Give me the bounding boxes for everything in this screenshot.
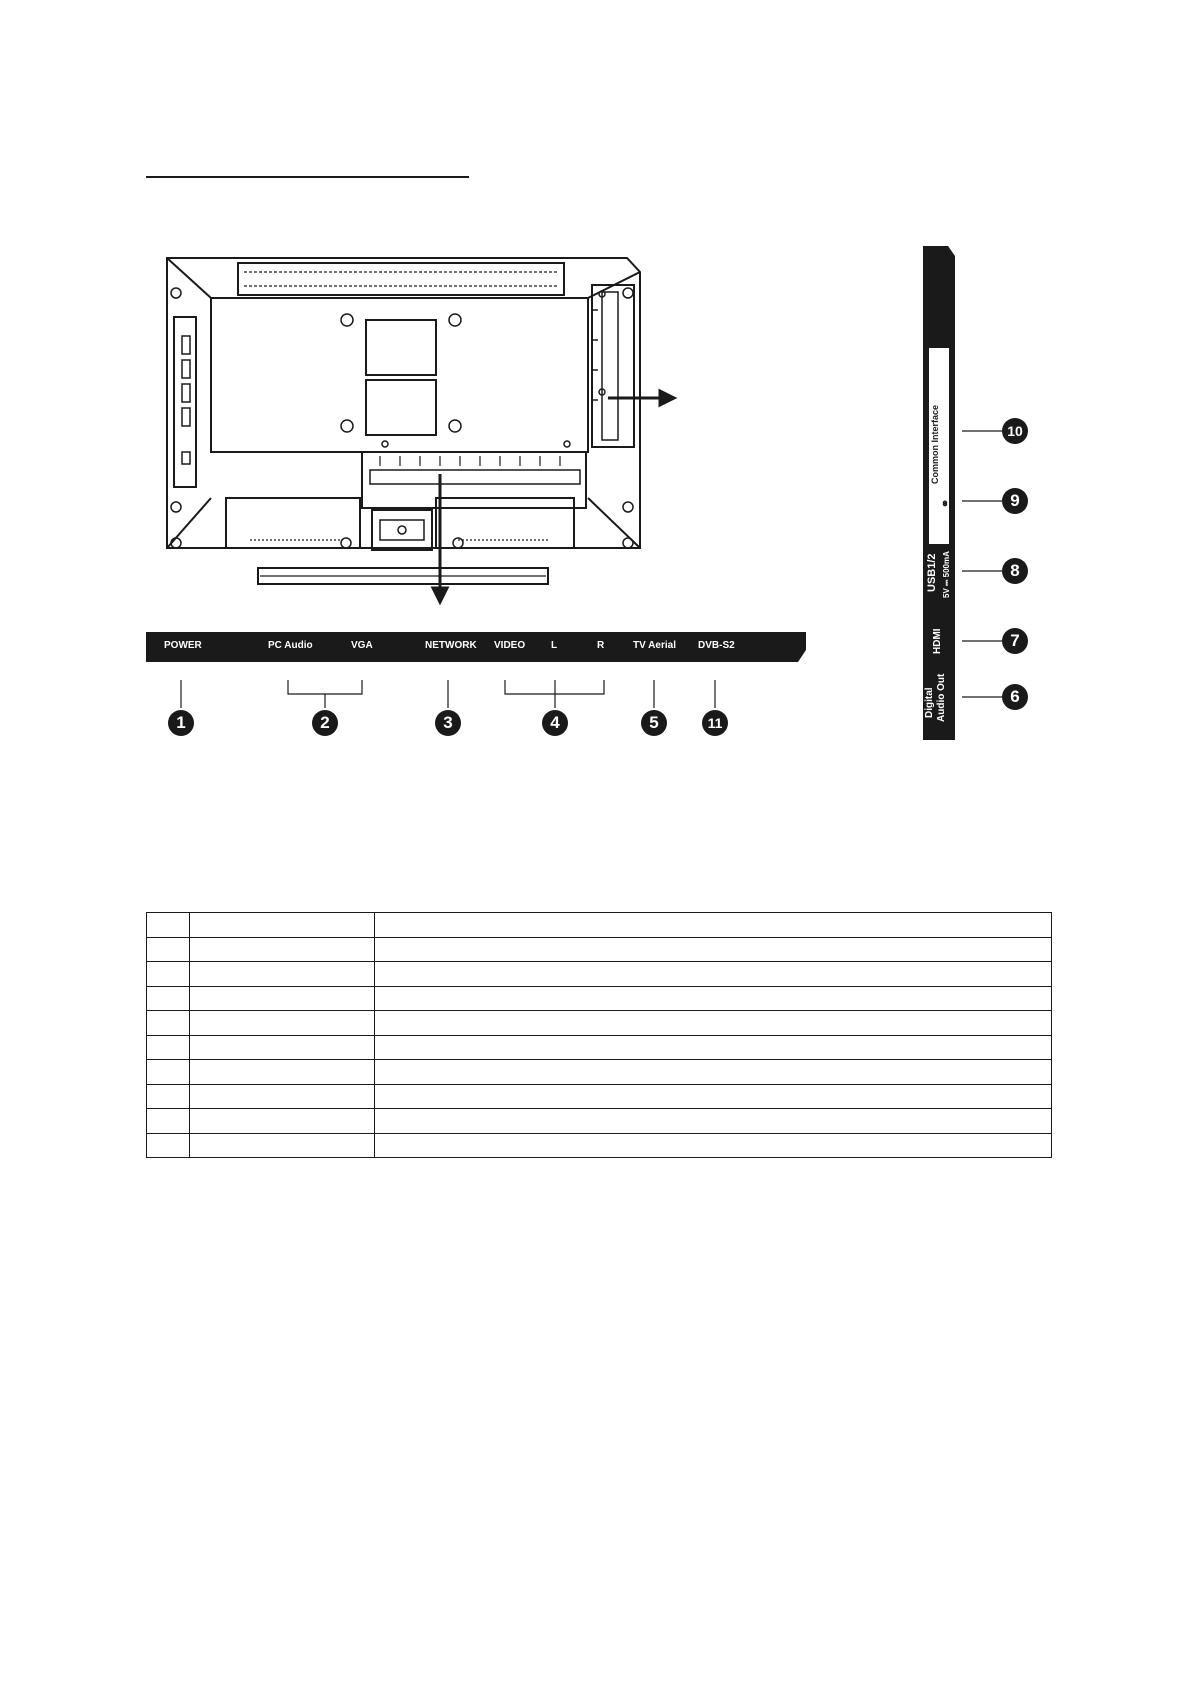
- callout-7: 7: [1002, 628, 1028, 654]
- table-cell: [375, 1133, 1052, 1158]
- connection-table: [146, 912, 1052, 1158]
- label-video: VIDEO: [494, 640, 526, 651]
- top-vent: [238, 263, 564, 295]
- label-hdmi: HDMI: [932, 628, 943, 654]
- label-power: POWER: [164, 640, 202, 651]
- callout-3: 3: [435, 710, 461, 736]
- table-cell: [147, 1060, 190, 1085]
- label-usb: USB1/2: [926, 553, 938, 592]
- table-row: [147, 913, 1052, 938]
- table-cell: [375, 1084, 1052, 1109]
- table-row: [147, 1011, 1052, 1036]
- table-row: [147, 1084, 1052, 1109]
- right-port-column: [592, 285, 634, 447]
- tv-rear-diagram: [0, 0, 1191, 800]
- label-dvb-s2: DVB-S2: [698, 640, 735, 651]
- table-cell: [190, 986, 375, 1011]
- callout-10: 10: [1002, 418, 1028, 444]
- bottom-connector-bay: [362, 452, 586, 508]
- table-cell: [147, 1035, 190, 1060]
- table-cell: [190, 1011, 375, 1036]
- table-cell: [190, 1109, 375, 1134]
- table-cell: [375, 1035, 1052, 1060]
- table-cell: [147, 1084, 190, 1109]
- label-digital: Digital: [924, 687, 935, 718]
- table-cell: [147, 1133, 190, 1158]
- table-cell: [375, 1011, 1052, 1036]
- connection-table-body: [147, 913, 1052, 1158]
- table-row: [147, 986, 1052, 1011]
- callout-5: 5: [641, 710, 667, 736]
- table-cell: [190, 1133, 375, 1158]
- table-cell: [147, 1011, 190, 1036]
- table-cell: [375, 1060, 1052, 1085]
- callout-2: 2: [312, 710, 338, 736]
- label-tv-aerial: TV Aerial: [633, 640, 676, 651]
- table-row: [147, 937, 1052, 962]
- callout-9: 9: [1002, 488, 1028, 514]
- label-vga: VGA: [351, 640, 373, 651]
- table-cell: [147, 986, 190, 1011]
- tv-rear-drawing: [0, 0, 1191, 800]
- vesa-plate-upper: [366, 320, 436, 375]
- callout-6: 6: [1002, 684, 1028, 710]
- table-cell: [375, 962, 1052, 987]
- table-cell: [147, 962, 190, 987]
- vesa-plate-lower: [366, 380, 436, 435]
- table-row: [147, 1133, 1052, 1158]
- table-row: [147, 1060, 1052, 1085]
- tv-back-shell: [167, 258, 640, 548]
- label-network: NETWORK: [425, 640, 477, 651]
- callout-1: 1: [168, 710, 194, 736]
- table-cell: [190, 937, 375, 962]
- table-cell: [375, 913, 1052, 938]
- label-audio-right: R: [597, 640, 605, 651]
- label-pc-audio: PC Audio: [268, 640, 313, 651]
- table-row: [147, 1035, 1052, 1060]
- table-cell: [147, 913, 190, 938]
- table-cell: [190, 913, 375, 938]
- table-cell: [375, 1109, 1052, 1134]
- table-cell: [190, 962, 375, 987]
- callout-11: 11: [702, 710, 728, 736]
- table-cell: [190, 1060, 375, 1085]
- stand-neck: [372, 510, 432, 550]
- table-cell: [147, 1109, 190, 1134]
- callout-4: 4: [542, 710, 568, 736]
- label-usb-power: 5V ⎓ 500mA: [942, 551, 951, 598]
- table-cell: [375, 937, 1052, 962]
- headphone-icon: ⚭: [940, 498, 952, 508]
- callout-8: 8: [1002, 558, 1028, 584]
- table-row: [147, 962, 1052, 987]
- table-cell: [190, 1084, 375, 1109]
- table-cell: [190, 1035, 375, 1060]
- table-cell: [147, 937, 190, 962]
- table-row: [147, 1109, 1052, 1134]
- label-audio-left: L: [551, 640, 558, 651]
- label-audio-out: Audio Out: [936, 673, 947, 722]
- label-common-interface: Common Interface: [930, 404, 940, 484]
- table-cell: [375, 986, 1052, 1011]
